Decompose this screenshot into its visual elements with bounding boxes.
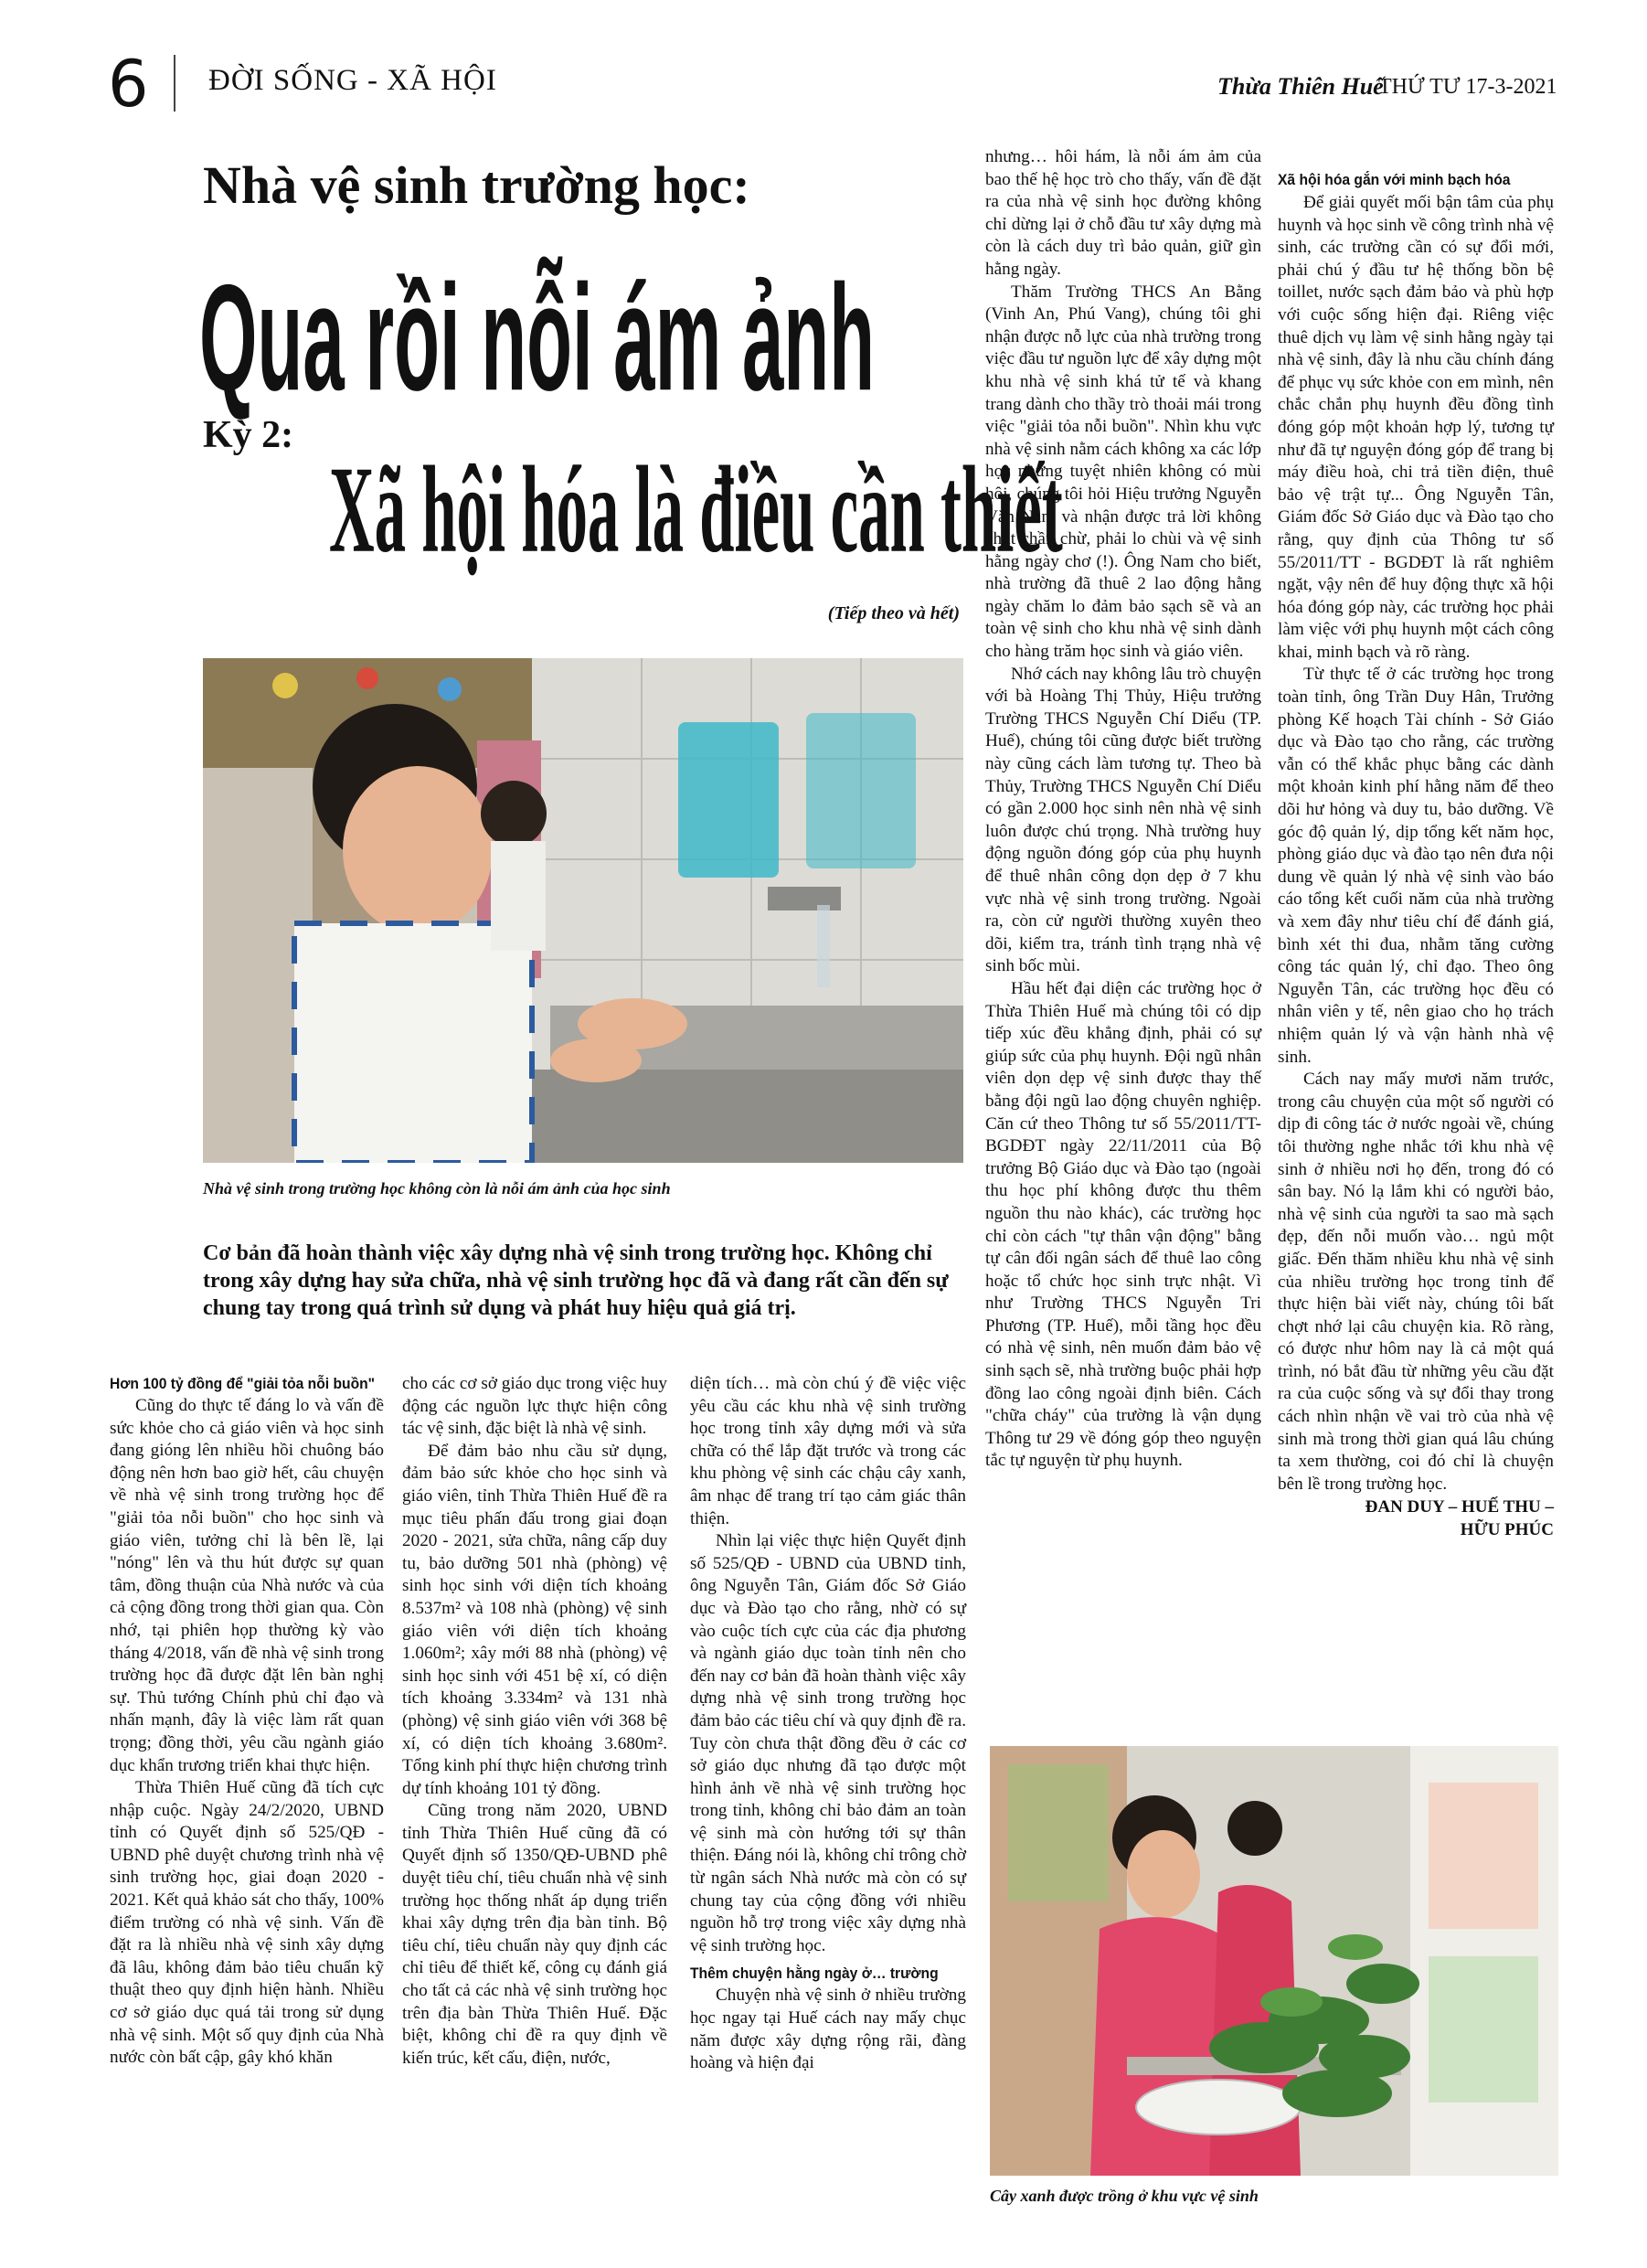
paragraph: Để giải quyết mối bận tâm của phụ huynh và học sinh về công trình nhà vệ sinh, các trường cần có sự đổi mới, phải chú ý đầu tư hệ thống bồn bệ toillet, nước sạch đảm bảo và phù hợp với cuộc sống hiện đại. Riêng việc thuê dịch vụ làm vệ sinh hằng ngày tại nhà vệ sinh, đây là nhu cầu chính đáng để phục vụ sức khỏe con em mình, nên chắc chắn phụ huynh đều đồng tình đóng góp một khoản hợp lý, tương tự như đã tự nguyện đóng góp để trang bị máy điều hoà, chi trả tiền điện, thuê bảo vệ trật tự... Ông Nguyễn Tân, Giám đốc Sở Giáo dục và Đào tạo cho rằng, quy định của Thông tư số 55/2011/TT - BGDĐT là rất nghiêm ngặt, vậy nên để huy động thực xã hội hóa đóng góp này, các trường học phải làm việc với phụ huynh một cách công khai, minh bạch và rõ ràng. (1278, 193, 1554, 662)
article-column-4 (985, 146, 1261, 1473)
photo-plants-in-restroom (990, 1746, 1558, 2176)
article-column-1 (110, 1373, 384, 2070)
article-column-3 (690, 1373, 966, 2075)
subheading-100-billion: Hơn 100 tỷ đồng để "giải tỏa nỗi buồn" (110, 1375, 376, 1392)
paragraph: Cũng do thực tế đáng lo và vấn đề sức khỏe cho cả giáo viên và học sinh đang gióng lên nhiều hồi chuông báo động nên hơn bao giờ hết, câu chuyện về nhà vệ sinh trong trường học để "giải tỏa nỗi buồn" cho học sinh và giáo viên, tưởng chỉ là bên lề, lại "nóng" lên và thu hút được sự quan tâm, đồng thuận của Nhà nước và của cả cộng đồng trong thời gian qua. Còn nhớ, tại phiên họp thường kỳ vào tháng 4/2018, vấn đề nhà vệ sinh trong trường học đã được đặt lên bàn nghị sự. Thủ tướng Chính phủ chỉ đạo và nhấn mạnh, đây là việc làm rất quan trọng; đồng thời, yêu cầu ngành giáo dục khẩn trương triển khai thực hiện. (110, 1396, 384, 1775)
continued-note: (Tiếp theo và hết) (827, 603, 960, 623)
headline-part: Kỳ 2: (203, 414, 294, 456)
paragraph: Nhìn lại việc thực hiện Quyết định số 525/QĐ - UBND của UBND tỉnh, ông Nguyễn Tân, Giám đốc Sở Giáo dục và Đào tạo cho rằng, nhờ có sự vào cuộc tích cực của các địa phương và ngành giáo dục toàn tỉnh nên cho đến nay cơ bản đã hoàn thành việc xây dựng nhà vệ sinh trong trường học đảm bảo các tiêu chí và quy định đề ra. Tuy còn chưa thật đồng đều ở các cơ sở giáo dục nhưng đã tạo được một hình ảnh về nhà vệ sinh trường học trong tỉnh, không chỉ bảo đảm an toàn vệ sinh mà còn hướng tới sự thân thiện. Đáng nói là, không chỉ trông chờ từ ngân sách Nhà nước mà còn có sự chung tay của cộng đồng với nhiều nguồn hỗ trợ trong việc xây dựng nhà vệ sinh trường học. (690, 1531, 966, 1955)
paragraph: Để đảm bảo nhu cầu sử dụng, đảm bảo sức khỏe cho học sinh và giáo viên, tỉnh Thừa Thiên Huế đề ra mục tiêu phấn đấu trong giai đoạn 2020 - 2021, sửa chữa, nâng cấp duy tu, bảo dưỡng 501 nhà (phòng) vệ sinh học sinh với diện tích khoảng 8.537m² và 108 nhà (phòng) vệ sinh giáo viên với diện tích khoảng 1.060m²; xây mới 88 nhà (phòng) vệ sinh học sinh với 451 bệ xí, có diện tích khoảng 3.334m² và 131 nhà (phòng) vệ sinh giáo viên với 368 bệ xí, có diện tích khoảng 3.680m². Tổng kinh phí thực hiện chương trình dự tính khoảng 101 tỷ đồng. (402, 1441, 667, 1798)
paragraph: Cũng trong năm 2020, UBND tỉnh Thừa Thiên Huế cũng đã có Quyết định số 1350/QĐ-UBND phê duyệt tiêu chí, tiêu chuẩn nhà vệ sinh trường học thống nhất áp dụng triển khai xây dựng trên địa bàn tỉnh. Bộ tiêu chí, tiêu chuẩn này quy định các chỉ tiêu để thiết kế, công cụ đánh giá cho tất cả các nhà vệ sinh trường học trên địa bàn Thừa Thiên Huế. Đặc biệt, không chỉ đề ra quy định về kiến trúc, kết cấu, điện, nước, (402, 1801, 667, 2068)
headline-kicker: Nhà vệ sinh trường học: (203, 155, 750, 215)
page-number: 6 (108, 47, 149, 122)
subheading-socialization: Xã hội hóa gắn với minh bạch hóa (1278, 171, 1511, 188)
newspaper-name: Thừa Thiên Huế (1217, 73, 1384, 100)
photo2-illustration (990, 1746, 1558, 2176)
article-column-5 (1278, 192, 1554, 1541)
issue-date: THỨ TƯ 17-3-2021 (1378, 75, 1557, 99)
paragraph: nhưng… hôi hám, là nỗi ám ảm của bao thế hệ học trò cho thấy, vấn đề đặt ra của nhà vệ sinh học đường không chỉ dừng lại ở chỗ đầu tư xây dựng mà còn là cách duy trì bảo quản, giữ gìn hằng ngày. (985, 147, 1261, 279)
headline-subtitle: Xã hội hóa là điều cần thiết (329, 440, 1063, 579)
photo2-caption: Cây xanh được trồng ở khu vực vệ sinh (990, 2187, 1259, 2205)
article-column-2 (402, 1373, 667, 2070)
paragraph: cho các cơ sở giáo dục trong việc huy động các nguồn lực thực hiện công tác vệ sinh, đặc biệt là nhà vệ sinh. (402, 1374, 667, 1439)
byline-line-2: HỮU PHÚC (1460, 1520, 1554, 1540)
paragraph: Từ thực tế ở các trường học trong toàn tỉnh, ông Trần Duy Hân, Trưởng phòng Kế hoạch Tài chính - Sở Giáo dục và Đào tạo cho rằng, các trường vẫn có thể khắc phục bằng các dành một khoản kinh phí hằng năm để theo dõi hư hỏng và duy tu, bảo dưỡng. Về góc độ quản lý, dịp tổng kết năm học, phòng giáo dục và đào tạo nên đưa nội dung về quản lý nhà vệ sinh vào báo cáo tổng kết cuối năm của nhà trường và xem đây như tiêu chí để đánh giá, bình xét thi đua, nhằm tăng cường công tác quản lý, chỉ đạo. Theo ông Nguyễn Tân, các trường học đều có nhân viên y tế, nên giao cho họ trách nhiệm quản lý và vận hành nhà vệ sinh. (1278, 665, 1554, 1067)
paragraph: Hầu hết đại diện các trường học ở Thừa Thiên Huế mà chúng tôi có dịp tiếp xúc đều khẳng định, phải có sự giúp sức của phụ huynh. Đội ngũ nhân viên dọn dẹp vệ sinh được thay thế bằng đội ngũ lao động chuyên nghiệp. Căn cứ theo Thông tư số 55/2011/TT-BGDĐT ngày 22/11/2011 của Bộ trưởng Bộ Giáo dục và Đào tạo (ngoài thu học phí không được thu thêm nguồn thu nào khác), các trường học chỉ còn cách "tự thân vận động" bằng tự cân đối ngân sách để thuê lao công hoặc tổ chức học sinh trực nhật. Vì như Trường THCS Nguyễn Tri Phương (TP. Huế), mỗi tầng học đều có nhà vệ sinh, nên muốn đảm bảo vệ sinh sạch sẽ, nhà trường buộc phải hợp đồng lao công ngoài định biên. Cách "chữa cháy" của trường là vận dụng Thông tư 29 về đóng góp theo nguyện tắc tự nguyện từ phụ huynh. (985, 978, 1261, 1471)
lead-paragraph: Cơ bản đã hoàn thành việc xây dựng nhà vệ sinh trong trường học. Không chỉ trong xây dựng hay sửa chữa, nhà vệ sinh trường học đã và đang rất cần đến sự chung tay trong quá trình sử dụng và phát huy hiệu quả giá trị. (203, 1241, 949, 1320)
header-divider (174, 55, 175, 112)
subheading-daily-story: Thêm chuyện hằng ngày ở… trường (690, 1965, 939, 1983)
paragraph: Nhớ cách nay không lâu trò chuyện với bà Hoàng Thị Thủy, Hiệu trưởng Trường THCS Nguyễn Chí Diểu (TP. Huế), chúng tôi cũng được biết trường này cũng cách làm tương tự. Theo bà Thủy, Trường THCS Nguyễn Chí Diểu có gần 2.000 học sinh nên nhà vệ sinh luôn được chú trọng. Nhà trường huy động nguồn đóng góp của phụ huynh để thuê nhân công dọn dẹp ở 7 khu vực nhà vệ sinh trong trường. Ngoài ra, còn cử người thường xuyên theo dõi, kiểm tra, tránh tình trạng nhà vệ sinh bốc mùi. (985, 664, 1261, 976)
paragraph: diện tích… mà còn chú ý đề việc việc yêu cầu các khu nhà vệ sinh trường học trong tỉnh xây dựng mới và sửa chữa có thể lắp đặt trước và trong các khu phòng vệ sinh các chậu cây xanh, âm nhạc để trang trí tạo cảm giác thân thiện. (690, 1374, 966, 1528)
section-title: ĐỜI SỐNG - XÃ HỘI (208, 64, 497, 97)
paragraph: Thăm Trường THCS An Bằng (Vinh An, Phú Vang), chúng tôi ghi nhận được nỗ lực của nhà trường trong việc đầu tư nguồn lực để xây dựng một khu nhà vệ sinh khá tử tế và khang trang dành cho thầy trò thoải mái trong việc "giải tỏa nỗi buồn". Nhìn khu vực nhà vệ sinh nằm cách không xa các lớp học nhưng tuyệt nhiên không có mùi hôi, chúng tôi hỏi Hiệu trưởng Nguyễn Văn Nam và nhận được trả lời không chút chần chừ, phải lo chùi và vệ sinh hằng ngày chơ (!). Ông Nam cho biết, nhà trường đã thuê 2 lao động hằng ngày chăm lo đảm bảo sạch sẽ và an toàn vệ sinh cho khu nhà vệ sinh dành cho hàng trăm học sinh và giáo viên. (985, 282, 1261, 662)
paragraph: Cách nay mấy mươi năm trước, trong câu chuyện của một số người có dịp đi công tác ở nước ngoài về, chúng tôi thường nghe nhắc tới khu nhà vệ sinh ở nhiều nơi họ đến, trong đó có sân bay. Nó lạ lắm khi có người bảo, nhà vệ sinh của người ta sao mà sạch đẹp, đến nỗi muốn vào… ngủ một giấc. Đến thăm nhiều khu nhà vệ sinh của nhiều trường học trong tỉnh để thực hiện bài viết này, chúng tôi bất chợt nhớ lại câu chuyện kia. Rõ ràng, có được như hôm nay là cả một quá trình, nó bắt đầu từ những yêu cầu đặt ra của cuộc sống và sự đổi thay trong cách nhìn nhận về vai trò của nhà vệ sinh mà trong thời gian quá lâu chúng ta xem thường, coi đó chỉ là chuyện bên lề trong trường học. (1278, 1070, 1554, 1494)
photo-children-washing-hands (203, 658, 963, 1163)
paragraph: Thừa Thiên Huế cũng đã tích cực nhập cuộc. Ngày 24/2/2020, UBND tỉnh có Quyết định số 525/QĐ - UBND phê duyệt chương trình nhà vệ sinh trường học, giai đoạn 2020 - 2021. Kết quả khảo sát cho thấy, 100% điểm trường có nhà vệ sinh. Vấn đề đặt ra là nhiều nhà vệ sinh xây dựng đã lâu, không đảm bảo tiêu chuẩn kỹ thuật theo quy định hiện hành. Nhiều cơ sở giáo dục quá tải trong sử dụng nhà vệ sinh. Một số quy định của Nhà nước còn bất cập, gây khó khăn (110, 1778, 384, 2068)
photo1-caption: Nhà vệ sinh trong trường học không còn là nỗi ám ảnh của học sinh (203, 1179, 671, 1198)
headline-main: Qua rồi nỗi ám ảnh (199, 253, 876, 422)
photo1-illustration (203, 658, 963, 1163)
byline-line-1: ĐAN DUY – HUẾ THU – (1365, 1497, 1554, 1517)
paragraph: Chuyện nhà vệ sinh ở nhiều trường học ngay tại Huế cách nay mấy chục năm được xây dựng rộng rãi, đàng hoàng và hiện đại (690, 1986, 966, 2073)
